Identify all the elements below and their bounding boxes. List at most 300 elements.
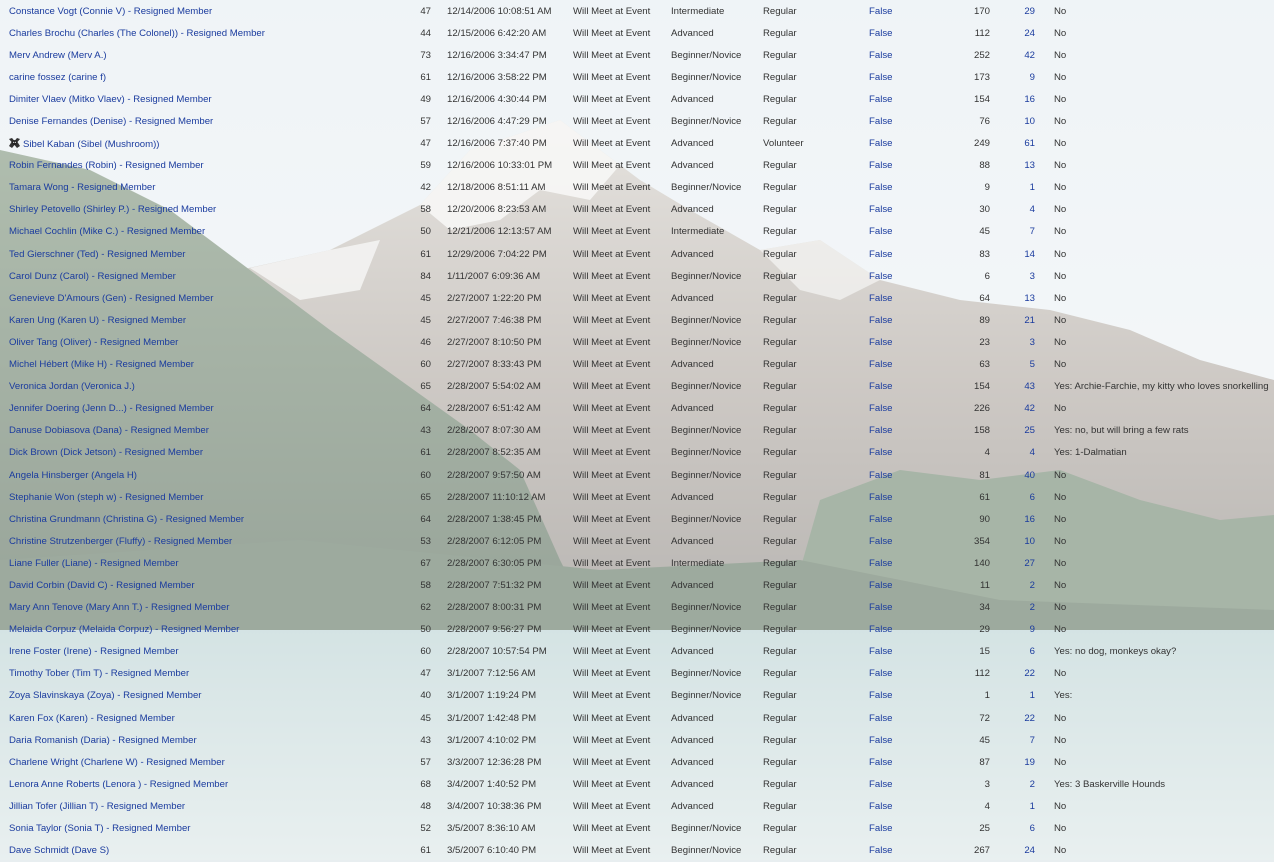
member-name-cell[interactable] <box>0 486 405 508</box>
rsvp-date-cell: 12/21/2006 12:13:57 AM <box>447 226 552 238</box>
count-link-cell[interactable]: 3 <box>1029 270 1035 282</box>
count-link-cell[interactable]: 27 <box>1024 557 1035 569</box>
age-cell: 40 <box>420 690 431 702</box>
table-row <box>0 265 1274 287</box>
attendance-cell: Will Meet at Event <box>573 469 651 481</box>
flag-cell[interactable]: False <box>869 491 893 503</box>
count-cell: 158 <box>973 425 990 437</box>
rsvp-date-cell: 2/28/2007 1:38:45 PM <box>447 513 542 525</box>
count-link-cell[interactable]: 24 <box>1024 27 1035 39</box>
flag-cell[interactable]: False <box>869 756 893 768</box>
flag-cell[interactable]: False <box>869 5 893 17</box>
flag-cell[interactable]: False <box>869 579 893 591</box>
age-cell: 60 <box>420 359 431 371</box>
count-link-cell[interactable]: 1 <box>1029 182 1035 194</box>
count-cell: 170 <box>973 5 990 17</box>
flag-cell[interactable]: False <box>869 425 893 437</box>
count-cell: 87 <box>979 756 990 768</box>
member-name-cell[interactable] <box>0 265 405 287</box>
member-name-link[interactable]: Genevieve D'Amours (Gen) - Resigned Member <box>9 292 214 304</box>
flag-cell[interactable]: False <box>869 270 893 282</box>
age-cell: 45 <box>420 712 431 724</box>
flag-cell[interactable]: False <box>869 138 893 150</box>
flag-cell[interactable]: False <box>869 248 893 260</box>
count-link-cell[interactable]: 2 <box>1029 778 1035 790</box>
member-name-link[interactable]: Christine Strutzenberger (Fluffy) - Resigned Member <box>9 535 233 547</box>
count-link-cell[interactable]: 22 <box>1024 712 1035 724</box>
count-cell: 154 <box>973 381 990 393</box>
member-type-cell: Regular <box>763 646 797 658</box>
flag-cell[interactable]: False <box>869 624 893 636</box>
count-cell: 173 <box>973 71 990 83</box>
member-name-link[interactable]: Angela Hinsberger (Angela H) <box>9 469 137 481</box>
member-name-cell[interactable] <box>0 751 405 773</box>
flag-cell[interactable]: False <box>869 71 893 83</box>
response-cell: No <box>1054 602 1067 614</box>
response-cell: No <box>1054 270 1067 282</box>
flag-cell[interactable]: False <box>869 535 893 547</box>
member-name-link[interactable]: Liane Fuller (Liane) - Resigned Member <box>9 557 179 569</box>
member-type-cell: Regular <box>763 513 797 525</box>
member-name-cell[interactable] <box>0 398 405 420</box>
attendance-cell: Will Meet at Event <box>573 646 651 658</box>
skill-level-cell: Advanced <box>671 93 714 105</box>
count-link-cell[interactable]: 7 <box>1029 226 1035 238</box>
member-type-cell: Volunteer <box>763 138 804 150</box>
attendance-cell: Will Meet at Event <box>573 314 651 326</box>
count-cell: 89 <box>979 314 990 326</box>
count-link-cell[interactable]: 9 <box>1029 71 1035 83</box>
member-name-cell[interactable] <box>0 331 405 353</box>
rsvp-date-cell: 12/16/2006 4:30:44 PM <box>447 93 547 105</box>
flag-cell[interactable]: False <box>869 292 893 304</box>
rsvp-date-cell: 2/28/2007 7:51:32 PM <box>447 579 542 591</box>
flag-cell[interactable]: False <box>869 226 893 238</box>
member-type-cell: Regular <box>763 403 797 415</box>
flag-cell[interactable]: False <box>869 49 893 61</box>
member-name-link[interactable]: Charles Brochu (Charles (The Colonel)) - Resigned Member <box>9 27 265 39</box>
member-name-cell[interactable] <box>0 530 405 552</box>
table-row <box>0 663 1274 685</box>
count-link-cell[interactable]: 16 <box>1024 513 1035 525</box>
flag-cell[interactable]: False <box>869 668 893 680</box>
count-cell: 23 <box>979 336 990 348</box>
response-cell: No <box>1054 734 1067 746</box>
age-cell: 65 <box>420 491 431 503</box>
attendance-cell: Will Meet at Event <box>573 381 651 393</box>
skill-level-cell: Beginner/Novice <box>671 116 742 128</box>
count-link-cell[interactable]: 14 <box>1024 248 1035 260</box>
member-name-link[interactable]: Zoya Slavinskaya (Zoya) - Resigned Member <box>9 690 202 702</box>
attendance-cell: Will Meet at Event <box>573 138 651 150</box>
count-link-cell[interactable]: 22 <box>1024 668 1035 680</box>
member-name-cell[interactable] <box>0 287 405 309</box>
flag-cell[interactable]: False <box>869 116 893 128</box>
skill-level-cell: Beginner/Novice <box>671 690 742 702</box>
member-type-cell: Regular <box>763 248 797 260</box>
skill-level-cell: Beginner/Novice <box>671 513 742 525</box>
member-name-cell[interactable] <box>0 199 405 221</box>
count-link-cell[interactable]: 4 <box>1029 204 1035 216</box>
member-name-link[interactable]: carine fossez (carine f) <box>9 71 107 83</box>
skill-level-cell: Advanced <box>671 359 714 371</box>
member-name-link[interactable]: Jennifer Doering (Jenn D...) - Resigned Member <box>9 403 214 415</box>
rsvp-date-cell: 2/28/2007 8:52:35 AM <box>447 447 541 459</box>
member-type-cell: Regular <box>763 49 797 61</box>
rsvp-date-cell: 3/5/2007 8:36:10 AM <box>447 823 536 835</box>
rsvp-date-cell: 3/1/2007 1:19:24 PM <box>447 690 537 702</box>
member-type-cell: Regular <box>763 690 797 702</box>
rsvp-date-cell: 2/28/2007 5:54:02 AM <box>447 381 541 393</box>
count-link-cell[interactable]: 1 <box>1029 690 1035 702</box>
skill-level-cell: Beginner/Novice <box>671 469 742 481</box>
skill-level-cell: Beginner/Novice <box>671 447 742 459</box>
flag-cell[interactable]: False <box>869 160 893 172</box>
skill-level-cell: Advanced <box>671 734 714 746</box>
count-cell: 15 <box>979 646 990 658</box>
member-name-cell[interactable] <box>0 685 405 707</box>
member-name-link[interactable]: Shirley Petovello (Shirley P.) - Resigned Member <box>9 204 217 216</box>
age-cell: 64 <box>420 403 431 415</box>
count-link-cell[interactable]: 25 <box>1024 425 1035 437</box>
count-link-cell[interactable]: 43 <box>1024 381 1035 393</box>
flag-cell[interactable]: False <box>869 690 893 702</box>
count-cell: 61 <box>979 491 990 503</box>
count-link-cell[interactable]: 7 <box>1029 734 1035 746</box>
table-row <box>0 420 1274 442</box>
attendance-cell: Will Meet at Event <box>573 71 651 83</box>
skill-level-cell: Advanced <box>671 491 714 503</box>
flag-cell[interactable]: False <box>869 336 893 348</box>
member-name-link[interactable]: Constance Vogt (Connie V) - Resigned Member <box>9 5 213 17</box>
member-type-cell: Regular <box>763 800 797 812</box>
skill-level-cell: Advanced <box>671 138 714 150</box>
response-cell: No <box>1054 668 1067 680</box>
member-name-link[interactable]: Charlene Wright (Charlene W) - Resigned Member <box>9 756 225 768</box>
member-name-link[interactable]: Sonia Taylor (Sonia T) - Resigned Member <box>9 823 191 835</box>
table-row <box>0 243 1274 265</box>
table-row <box>0 199 1274 221</box>
member-name-cell[interactable] <box>0 508 405 530</box>
flag-cell[interactable]: False <box>869 800 893 812</box>
age-cell: 47 <box>420 668 431 680</box>
member-name-cell[interactable] <box>0 221 405 243</box>
count-link-cell[interactable]: 2 <box>1029 602 1035 614</box>
count-cell: 3 <box>984 778 990 790</box>
flag-cell[interactable]: False <box>869 513 893 525</box>
count-link-cell[interactable]: 6 <box>1029 823 1035 835</box>
member-name-cell[interactable] <box>0 376 405 398</box>
member-name-link[interactable]: Denise Fernandes (Denise) - Resigned Member <box>9 116 214 128</box>
flag-cell[interactable]: False <box>869 734 893 746</box>
member-type-cell: Regular <box>763 182 797 194</box>
count-cell: 45 <box>979 734 990 746</box>
member-name-link[interactable]: Tamara Wong - Resigned Member <box>9 182 156 194</box>
count-link-cell[interactable]: 1 <box>1029 800 1035 812</box>
rsvp-date-cell: 1/11/2007 6:09:36 AM <box>447 270 541 282</box>
count-link-cell[interactable]: 40 <box>1024 469 1035 481</box>
response-cell: Yes: no dog, monkeys okay? <box>1054 646 1177 658</box>
rsvp-date-cell: 12/16/2006 10:33:01 PM <box>447 160 553 172</box>
member-name-cell[interactable] <box>0 420 405 442</box>
count-link-cell[interactable]: 42 <box>1024 49 1035 61</box>
member-name-cell[interactable] <box>0 66 405 88</box>
response-cell: No <box>1054 336 1067 348</box>
member-name-link[interactable]: Sibel Kaban (Sibel (Mushroom)) <box>23 138 160 150</box>
count-link-cell[interactable]: 29 <box>1024 5 1035 17</box>
member-name-link[interactable]: Melaida Corpuz (Melaida Corpuz) - Resigned Member <box>9 624 240 636</box>
count-link-cell[interactable]: 61 <box>1024 138 1035 150</box>
member-name-link[interactable]: Oliver Tang (Oliver) - Resigned Member <box>9 336 179 348</box>
skill-level-cell: Intermediate <box>671 5 725 17</box>
count-link-cell[interactable]: 24 <box>1024 845 1035 857</box>
member-name-link[interactable]: Michael Cochlin (Mike C.) - Resigned Member <box>9 226 206 238</box>
count-cell: 9 <box>984 182 990 194</box>
member-type-cell: Regular <box>763 5 797 17</box>
count-link-cell[interactable]: 2 <box>1029 579 1035 591</box>
member-type-cell: Regular <box>763 116 797 128</box>
member-name-cell[interactable] <box>0 773 405 795</box>
age-cell: 59 <box>420 160 431 172</box>
member-name-cell[interactable] <box>0 133 405 155</box>
skill-level-cell: Advanced <box>671 778 714 790</box>
flag-cell[interactable]: False <box>869 359 893 371</box>
table-row <box>0 619 1274 641</box>
response-cell: No <box>1054 359 1067 371</box>
rsvp-date-cell: 2/28/2007 8:00:31 PM <box>447 602 542 614</box>
member-name-cell[interactable] <box>0 155 405 177</box>
flag-cell[interactable]: False <box>869 557 893 569</box>
member-name-cell[interactable] <box>0 464 405 486</box>
member-name-cell[interactable] <box>0 243 405 265</box>
age-cell: 58 <box>420 204 431 216</box>
age-cell: 67 <box>420 557 431 569</box>
flag-cell[interactable]: False <box>869 403 893 415</box>
count-link-cell[interactable]: 6 <box>1029 646 1035 658</box>
count-link-cell[interactable]: 5 <box>1029 359 1035 371</box>
member-name-cell[interactable] <box>0 110 405 132</box>
attendance-cell: Will Meet at Event <box>573 204 651 216</box>
flag-cell[interactable]: False <box>869 93 893 105</box>
table-row <box>0 177 1274 199</box>
count-cell: 226 <box>973 403 990 415</box>
count-link-cell[interactable]: 6 <box>1029 491 1035 503</box>
flag-cell[interactable]: False <box>869 646 893 658</box>
count-link-cell[interactable]: 19 <box>1024 756 1035 768</box>
rsvp-date-cell: 2/28/2007 8:07:30 AM <box>447 425 541 437</box>
rsvp-date-cell: 2/28/2007 6:12:05 PM <box>447 535 542 547</box>
count-cell: 63 <box>979 359 990 371</box>
member-name-link[interactable]: Timothy Tober (Tim T) - Resigned Member <box>9 668 190 680</box>
table-row <box>0 530 1274 552</box>
member-type-cell: Regular <box>763 579 797 591</box>
count-link-cell[interactable]: 21 <box>1024 314 1035 326</box>
rsvp-date-cell: 12/16/2006 7:37:40 PM <box>447 138 547 150</box>
member-name-cell[interactable] <box>0 442 405 464</box>
attendance-cell: Will Meet at Event <box>573 270 651 282</box>
member-name-cell[interactable] <box>0 641 405 663</box>
table-row <box>0 597 1274 619</box>
response-cell: No <box>1054 845 1067 857</box>
age-cell: 48 <box>420 800 431 812</box>
member-name-cell[interactable] <box>0 552 405 574</box>
response-cell: No <box>1054 5 1067 17</box>
response-cell: No <box>1054 557 1067 569</box>
count-cell: 30 <box>979 204 990 216</box>
skill-level-cell: Beginner/Novice <box>671 624 742 636</box>
attendance-cell: Will Meet at Event <box>573 513 651 525</box>
member-name-cell[interactable] <box>0 574 405 596</box>
member-name-cell[interactable] <box>0 840 405 862</box>
response-cell: No <box>1054 624 1067 636</box>
count-link-cell[interactable]: 3 <box>1029 336 1035 348</box>
response-cell: No <box>1054 27 1067 39</box>
age-cell: 60 <box>420 469 431 481</box>
attendance-cell: Will Meet at Event <box>573 734 651 746</box>
count-link-cell[interactable]: 10 <box>1024 535 1035 547</box>
member-name-link[interactable]: Carol Dunz (Carol) - Resigned Member <box>9 270 176 282</box>
member-name-link[interactable]: Jillian Tofer (Jillian T) - Resigned Member <box>9 800 186 812</box>
count-cell: 45 <box>979 226 990 238</box>
member-name-link[interactable]: Christina Grundmann (Christina G) - Resigned Member <box>9 513 245 525</box>
attendance-cell: Will Meet at Event <box>573 668 651 680</box>
member-name-link[interactable]: Karen Fox (Karen) - Resigned Member <box>9 712 175 724</box>
flag-cell[interactable]: False <box>869 27 893 39</box>
age-cell: 64 <box>420 513 431 525</box>
member-name-link[interactable]: Merv Andrew (Merv A.) <box>9 49 107 61</box>
response-cell: Yes: <box>1054 690 1073 702</box>
flag-cell[interactable]: False <box>869 845 893 857</box>
skill-level-cell: Beginner/Novice <box>671 182 742 194</box>
member-name-cell[interactable] <box>0 88 405 110</box>
age-cell: 73 <box>420 49 431 61</box>
table-row <box>0 795 1274 817</box>
age-cell: 43 <box>420 425 431 437</box>
flag-cell[interactable]: False <box>869 602 893 614</box>
count-link-cell[interactable]: 13 <box>1024 292 1035 304</box>
member-type-cell: Regular <box>763 845 797 857</box>
member-type-cell: Regular <box>763 425 797 437</box>
member-name-link[interactable]: Dave Schmidt (Dave S) <box>9 845 110 857</box>
member-name-link[interactable]: Dick Brown (Dick Jetson) - Resigned Member <box>9 447 204 459</box>
member-name-cell[interactable] <box>0 309 405 331</box>
table-row <box>0 817 1274 839</box>
response-cell: No <box>1054 314 1067 326</box>
skill-level-cell: Advanced <box>671 646 714 658</box>
table-row <box>0 398 1274 420</box>
table-row <box>0 331 1274 353</box>
table-row <box>0 88 1274 110</box>
count-link-cell[interactable]: 4 <box>1029 447 1035 459</box>
member-name-link[interactable]: Irene Foster (Irene) - Resigned Member <box>9 646 179 658</box>
member-name-link[interactable]: Karen Ung (Karen U) - Resigned Member <box>9 314 187 326</box>
member-type-cell: Regular <box>763 469 797 481</box>
member-name-cell[interactable] <box>0 22 405 44</box>
flag-cell[interactable]: False <box>869 381 893 393</box>
member-name-link[interactable]: David Corbin (David C) - Resigned Member <box>9 579 195 591</box>
member-name-link[interactable]: Mary Ann Tenove (Mary Ann T.) - Resigned Member <box>9 602 230 614</box>
table-row <box>0 508 1274 530</box>
count-cell: 25 <box>979 823 990 835</box>
count-link-cell[interactable]: 16 <box>1024 93 1035 105</box>
member-name-cell[interactable] <box>0 619 405 641</box>
flag-cell[interactable]: False <box>869 778 893 790</box>
member-name-link[interactable]: Dimiter Vlaev (Mitko Vlaev) - Resigned Member <box>9 93 212 105</box>
member-name-cell[interactable] <box>0 707 405 729</box>
skill-level-cell: Beginner/Novice <box>671 381 742 393</box>
member-name-link[interactable]: Michel Hébert (Mike H) - Resigned Member <box>9 359 194 371</box>
member-type-cell: Regular <box>763 336 797 348</box>
flag-cell[interactable]: False <box>869 447 893 459</box>
count-link-cell[interactable]: 9 <box>1029 624 1035 636</box>
member-name-link[interactable]: Veronica Jordan (Veronica J.) <box>9 381 135 393</box>
member-name-cell[interactable] <box>0 597 405 619</box>
age-cell: 42 <box>420 182 431 194</box>
flag-cell[interactable]: False <box>869 204 893 216</box>
member-name-link[interactable]: Stephanie Won (steph w) - Resigned Member <box>9 491 204 503</box>
age-cell: 45 <box>420 314 431 326</box>
count-cell: 112 <box>974 27 990 39</box>
member-name-link[interactable]: Danuse Dobiasova (Dana) - Resigned Member <box>9 425 209 437</box>
member-name-cell[interactable] <box>0 0 405 22</box>
member-name-link[interactable]: Daria Romanish (Daria) - Resigned Member <box>9 734 197 746</box>
member-name-cell[interactable] <box>0 729 405 751</box>
member-name-cell[interactable] <box>0 354 405 376</box>
member-name-link[interactable]: Robin Fernandes (Robin) - Resigned Member <box>9 160 204 172</box>
member-type-cell: Regular <box>763 160 797 172</box>
table-row <box>0 641 1274 663</box>
flag-cell[interactable]: False <box>869 712 893 724</box>
count-link-cell[interactable]: 10 <box>1024 116 1035 128</box>
count-cell: 72 <box>979 712 990 724</box>
table-row <box>0 552 1274 574</box>
member-type-cell: Regular <box>763 447 797 459</box>
table-row <box>0 221 1274 243</box>
member-type-cell: Regular <box>763 602 797 614</box>
rsvp-date-cell: 2/28/2007 10:57:54 PM <box>447 646 547 658</box>
flag-cell[interactable]: False <box>869 823 893 835</box>
member-name-link[interactable]: Lenora Anne Roberts (Lenora ) - Resigned Member <box>9 778 229 790</box>
response-cell: Yes: 3 Baskerville Hounds <box>1054 778 1166 790</box>
attendance-cell: Will Meet at Event <box>573 447 651 459</box>
member-name-cell[interactable] <box>0 44 405 66</box>
member-name-cell[interactable] <box>0 795 405 817</box>
flag-cell[interactable]: False <box>869 314 893 326</box>
count-cell: 4 <box>984 800 990 812</box>
skill-level-cell: Intermediate <box>671 226 725 238</box>
count-cell: 6 <box>984 270 990 282</box>
count-cell: 64 <box>979 292 990 304</box>
member-type-cell: Regular <box>763 226 797 238</box>
age-cell: 57 <box>420 756 431 768</box>
member-type-cell: Regular <box>763 668 797 680</box>
member-name-cell[interactable] <box>0 177 405 199</box>
member-name-link[interactable]: Ted Gierschner (Ted) - Resigned Member <box>9 248 186 260</box>
flag-cell[interactable]: False <box>869 469 893 481</box>
count-link-cell[interactable]: 42 <box>1024 403 1035 415</box>
table-row <box>0 574 1274 596</box>
count-link-cell[interactable]: 13 <box>1024 160 1035 172</box>
member-name-cell[interactable] <box>0 817 405 839</box>
rsvp-date-cell: 12/18/2006 8:51:11 AM <box>447 182 546 194</box>
count-cell: 81 <box>979 469 990 481</box>
count-cell: 154 <box>973 93 990 105</box>
age-cell: 49 <box>420 93 431 105</box>
table-row <box>0 840 1274 862</box>
flag-cell[interactable]: False <box>869 182 893 194</box>
member-name-cell[interactable] <box>0 663 405 685</box>
response-cell: No <box>1054 93 1067 105</box>
